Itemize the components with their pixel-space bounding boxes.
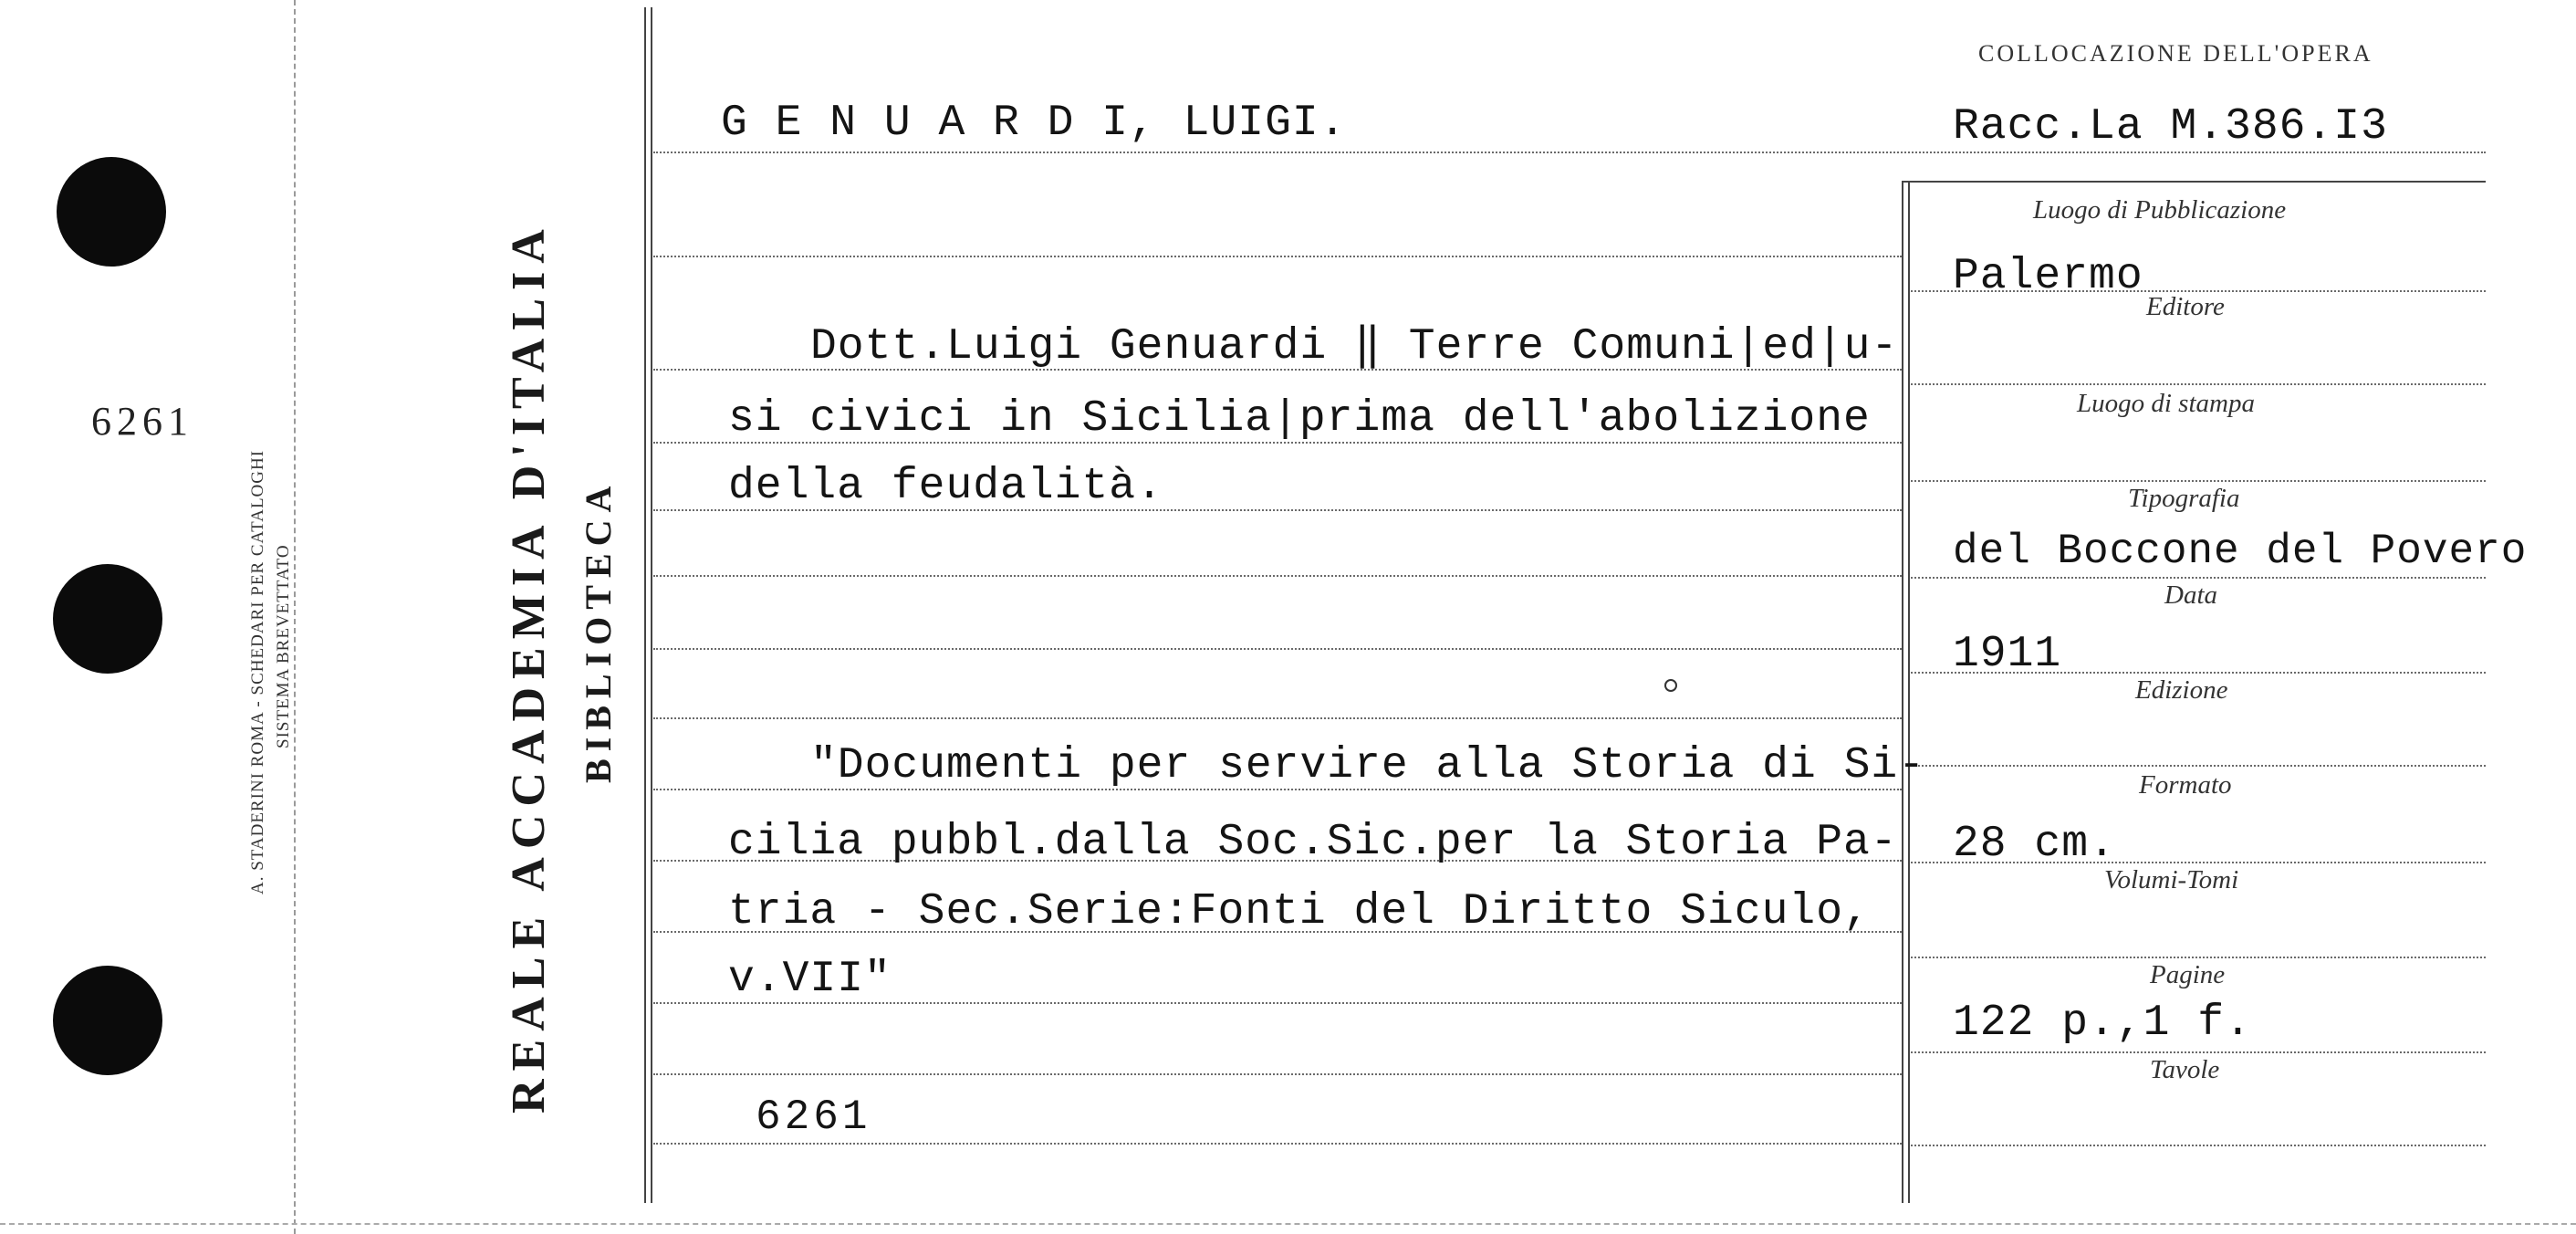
label-tavole: Tavole [2150, 1055, 2220, 1084]
right-line-10 [1911, 1145, 2486, 1146]
right-column-rule-a [1902, 181, 1903, 1203]
left-double-rule-a [644, 7, 646, 1203]
main-line-13 [653, 1073, 1902, 1075]
series-line-3: tria - Sec.Serie:Fonti del Diritto Siculo, [728, 887, 1871, 936]
card-bottom-edge [0, 1223, 2576, 1225]
value-luogo-pubblicazione: Palermo [1953, 252, 2143, 301]
right-column-top-rule [1902, 181, 2486, 183]
institution-name: REALE ACCADEMIA D'ITALIA [503, 221, 555, 1114]
right-column-rule-b [1908, 181, 1910, 1203]
label-data: Data [2164, 580, 2217, 610]
label-formato: Formato [2139, 770, 2232, 800]
label-editore: Editore [2146, 292, 2225, 321]
stub-perforation [294, 0, 296, 1234]
right-line-8 [1911, 957, 2486, 958]
value-formato: 28 cm. [1953, 820, 2116, 869]
right-line-3 [1911, 480, 2486, 482]
punch-hole-top [57, 157, 166, 267]
value-tipografia: del Boccone del Povero [1953, 528, 2528, 575]
label-luogo-stampa: Luogo di stampa [2077, 389, 2255, 418]
inventory-number: 6261 [756, 1093, 871, 1141]
value-pagine: 122 p.,1 f. [1953, 999, 2252, 1048]
right-line-4 [1911, 577, 2486, 579]
series-line-4: v.VII" [728, 955, 892, 1004]
stray-mark [1664, 679, 1677, 692]
label-luogo-pubblicazione: Luogo di Pubblicazione [2033, 195, 2287, 225]
library-name: BIBLIOTECA [578, 478, 619, 783]
punch-hole-middle [53, 564, 162, 674]
main-line-8 [653, 717, 1902, 719]
main-line-14 [653, 1143, 1902, 1145]
label-tipografia: Tipografia [2128, 484, 2240, 513]
author-heading: G E N U A R D I, LUIGI. [721, 99, 1347, 148]
right-line-2 [1911, 383, 2486, 385]
stub-number: 6261 [91, 399, 193, 444]
title-line-1: Dott.Luigi Genuardi ‖ Terre Comuni|ed|u- [810, 322, 1899, 371]
right-line-6 [1911, 765, 2486, 767]
series-line-2: cilia pubbl.dalla Soc.Sic.per la Storia Pa- [728, 818, 1898, 867]
value-data: 1911 [1953, 630, 2062, 679]
printer-imprint-line1: A. STADERINI ROMA - SCHEDARI PER CATALOGHI [248, 449, 267, 894]
collocation-header: COLLOCAZIONE DELL'OPERA [1978, 40, 2373, 67]
title-line-3: della feudalità. [728, 462, 1163, 511]
main-line-6 [653, 575, 1902, 577]
label-edizione: Edizione [2135, 675, 2228, 705]
main-line-2 [653, 256, 1902, 257]
title-line-2: si civici in Sicilia|prima dell'abolizione [728, 394, 1871, 444]
shelfmark: Racc.La M.386.I3 [1953, 102, 2388, 152]
label-volumi-tomi: Volumi-Tomi [2104, 865, 2239, 894]
left-double-rule-b [651, 7, 652, 1203]
label-pagine: Pagine [2150, 960, 2226, 989]
series-line-1: "Documenti per servire alla Storia di Si- [810, 741, 1925, 790]
right-line-9 [1911, 1051, 2486, 1053]
punch-hole-bottom [53, 966, 162, 1075]
printer-imprint-line2: SISTEMA BREVETTATO [274, 544, 293, 748]
main-line-7 [653, 648, 1902, 650]
main-line-1 [653, 152, 2486, 153]
